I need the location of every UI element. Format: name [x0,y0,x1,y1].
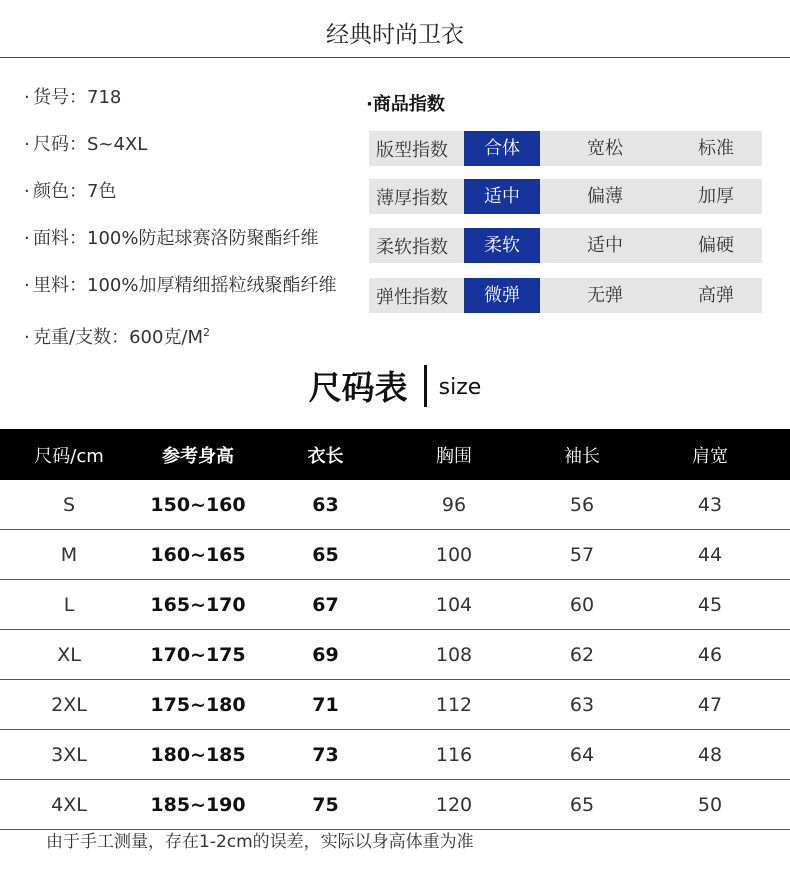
table-cell: M [60,543,78,566]
table-cell: 75 [312,793,339,816]
table-cell: 120 [435,793,473,816]
table-cell: XL [57,643,81,666]
table-cell: 46 [697,643,723,666]
table-cell: 43 [697,493,723,516]
spec-item-size: · 尺码：S~4XL [24,134,148,155]
index-option: 宽松 [587,138,623,159]
table-cell: 50 [697,793,723,816]
table-cell: 63 [312,493,339,516]
index-option: 加厚 [698,186,734,207]
header-cell: 袖长 [564,445,600,467]
size-table-header [0,429,790,480]
table-cell: 100 [435,543,473,566]
table-cell: 150~160 [150,493,246,516]
index-row-elasticity: 弹性指数 微弹 无弹 高弹 [369,278,762,313]
table-cell: 185~190 [150,793,246,816]
header-cell: 胸围 [436,445,472,467]
heading-divider [424,365,427,407]
table-row [0,730,790,780]
table-cell: 180~185 [150,743,246,766]
measurement-note: 由于手工测量，存在1-2cm的误差，实际以身高体重为准 [46,832,474,852]
table-cell: 175~180 [150,693,246,716]
table-cell: 71 [312,693,339,716]
spec-list [24,86,364,368]
index-heading: ·商品指数 [366,94,445,115]
table-cell: 112 [435,693,473,716]
spec-item-sku: · 货号：718 [24,87,122,108]
index-option: 无弹 [587,285,623,306]
header-cell: 肩宽 [692,445,728,467]
table-cell: 63 [569,693,595,716]
index-option: 合体 [464,131,540,166]
index-row-softness: 柔软指数 柔软 适中 偏硬 [369,228,762,263]
table-cell: 73 [312,743,339,766]
table-cell: 160~165 [150,543,246,566]
index-option: 标准 [698,138,734,159]
spec-item-color: · 颜色：7色 [24,181,117,202]
table-row [0,530,790,580]
index-option: 高弹 [698,285,734,306]
header-cell: 参考身高 [162,445,234,467]
table-cell: 64 [569,743,595,766]
table-cell: 4XL [51,793,87,816]
table-cell: 170~175 [150,643,246,666]
title-divider [0,57,790,58]
index-option: 适中 [464,179,540,214]
table-cell: 57 [569,543,595,566]
table-row [0,780,790,830]
table-cell: 44 [697,543,723,566]
table-cell: 62 [569,643,595,666]
table-row [0,580,790,630]
header-cell: 尺码/cm [34,445,104,467]
table-cell: 65 [569,793,595,816]
size-table-body [0,480,790,830]
spec-item-weight: · 克重/支数：600克$/M^2$ [24,326,211,348]
index-option: 偏薄 [587,186,623,207]
table-cell: 165~170 [150,593,246,616]
index-option: 适中 [587,235,623,256]
size-chart-heading: 尺码表 size [0,362,790,411]
table-cell: 3XL [51,743,87,766]
table-cell: S [62,493,76,516]
index-row-thickness: 薄厚指数 适中 偏薄 加厚 [369,179,762,214]
table-cell: 56 [569,493,595,516]
table-cell: 69 [312,643,339,666]
spec-item-lining: · 里料：100%加厚精细摇粒绒聚酯纤维 [24,275,337,296]
header-cell: 衣长 [307,445,344,467]
table-cell: 45 [697,593,723,616]
index-row-fit: 版型指数 合体 宽松 标准 [369,131,762,166]
table-cell: 96 [441,493,467,516]
size-table [0,429,790,830]
index-option: 偏硬 [698,235,734,256]
table-cell: 48 [697,743,723,766]
table-cell: 104 [435,593,473,616]
table-cell: 67 [312,593,339,616]
table-cell: 116 [435,743,473,766]
table-row [0,630,790,680]
spec-item-fabric: · 面料：100%防起球赛洛防聚酯纤维 [24,228,319,249]
page-title: 经典时尚卫衣 [326,22,464,48]
table-cell: L [63,593,75,616]
table-cell: 65 [312,543,339,566]
table-cell: 108 [435,643,473,666]
table-row [0,680,790,730]
index-option: 微弹 [464,278,540,313]
table-cell: 60 [569,593,595,616]
table-cell: 2XL [51,693,87,716]
index-option: 柔软 [464,228,540,263]
table-row [0,480,790,530]
table-cell: 47 [697,693,723,716]
